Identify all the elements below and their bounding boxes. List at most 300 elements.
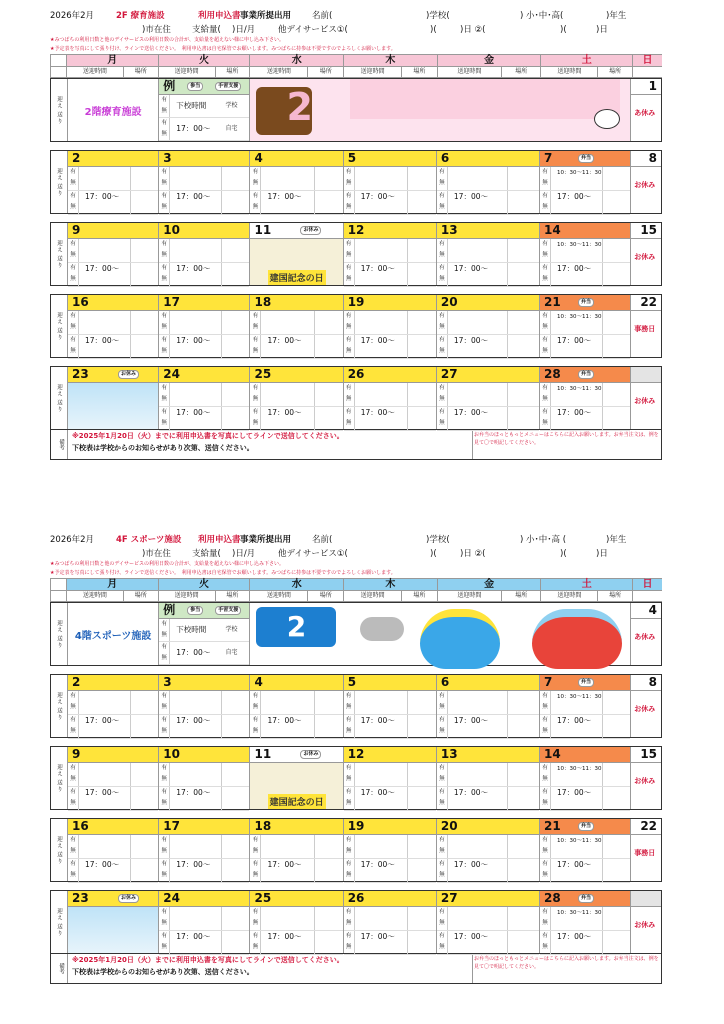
- time-field[interactable]: 17：00～: [360, 336, 395, 345]
- no[interactable]: 無: [70, 800, 76, 806]
- row-dropoff[interactable]: [344, 787, 436, 811]
- yes-no[interactable]: [540, 263, 551, 286]
- yes[interactable]: 有: [161, 169, 167, 175]
- place-field[interactable]: [221, 311, 249, 334]
- yes-no[interactable]: [540, 383, 551, 406]
- row-dropoff[interactable]: [344, 263, 436, 287]
- day-cell-13[interactable]: [437, 223, 540, 285]
- yes-no[interactable]: [344, 191, 355, 214]
- day-cell-5[interactable]: [344, 151, 437, 213]
- yes[interactable]: 有: [252, 337, 259, 343]
- place-field[interactable]: [602, 383, 630, 406]
- row-dropoff[interactable]: [540, 191, 630, 215]
- day-cell-10[interactable]: [159, 747, 250, 809]
- yes[interactable]: 有: [542, 717, 548, 723]
- no[interactable]: 無: [252, 704, 259, 710]
- row-pickup[interactable]: [437, 763, 539, 787]
- yes[interactable]: 有: [542, 385, 548, 391]
- yes-no[interactable]: [250, 407, 261, 430]
- yes[interactable]: 有: [252, 909, 259, 915]
- row-dropoff[interactable]: [159, 859, 249, 883]
- row-pickup[interactable]: [344, 907, 436, 931]
- place-field[interactable]: [221, 383, 249, 406]
- yes-no[interactable]: [437, 383, 448, 406]
- time-field[interactable]: 17：00～: [557, 716, 592, 725]
- no[interactable]: 無: [542, 420, 548, 426]
- no[interactable]: 無: [439, 872, 445, 878]
- yes[interactable]: 有: [345, 313, 352, 319]
- day-suffix2[interactable]: )(: [560, 549, 567, 559]
- day-cell-28[interactable]: [540, 891, 631, 953]
- place-field[interactable]: [314, 859, 343, 882]
- yes[interactable]: 有: [345, 337, 352, 343]
- time-field[interactable]: [170, 907, 221, 930]
- time-field[interactable]: 17：00～: [453, 264, 488, 273]
- no[interactable]: 無: [252, 944, 259, 950]
- place-field[interactable]: [130, 167, 158, 190]
- yes[interactable]: 有: [70, 693, 76, 699]
- place-field[interactable]: [602, 787, 630, 810]
- time-field[interactable]: 17：00～: [176, 788, 211, 797]
- day-cell-21[interactable]: [540, 295, 631, 357]
- row-dropoff[interactable]: [68, 335, 158, 359]
- no[interactable]: 無: [161, 420, 167, 426]
- time-field[interactable]: [448, 239, 508, 262]
- place-field[interactable]: [602, 335, 630, 358]
- yes[interactable]: 有: [542, 789, 548, 795]
- no[interactable]: 無: [439, 848, 445, 854]
- yes[interactable]: 有: [345, 717, 352, 723]
- time-field[interactable]: [355, 239, 408, 262]
- yes-no[interactable]: [159, 191, 170, 214]
- no[interactable]: 無: [345, 872, 352, 878]
- yes[interactable]: 有: [252, 837, 259, 843]
- day-cell-11[interactable]: [250, 747, 343, 809]
- no[interactable]: 無: [345, 396, 352, 402]
- row-dropoff[interactable]: [540, 859, 630, 883]
- no[interactable]: 無: [70, 348, 76, 354]
- yes-no[interactable]: [250, 931, 261, 954]
- no[interactable]: 無: [345, 704, 352, 710]
- row-pickup[interactable]: [437, 383, 539, 407]
- no[interactable]: 無: [542, 252, 548, 258]
- time-field[interactable]: 17：00～: [557, 860, 592, 869]
- time-field[interactable]: 17：00～: [360, 716, 395, 725]
- yes[interactable]: 有: [542, 169, 548, 175]
- row-dropoff[interactable]: [159, 787, 249, 811]
- yes-no[interactable]: [159, 835, 170, 858]
- time-field[interactable]: [355, 311, 408, 334]
- time-field[interactable]: 10：30～11：30: [557, 242, 602, 248]
- no[interactable]: 無: [345, 800, 352, 806]
- other-service[interactable]: 他デイサービス①(: [278, 25, 348, 35]
- time-field[interactable]: 17：00～: [176, 408, 211, 417]
- yes[interactable]: 有: [542, 861, 548, 867]
- no[interactable]: 無: [345, 920, 352, 926]
- place-field[interactable]: [407, 167, 436, 190]
- place-field[interactable]: [602, 931, 630, 954]
- day-cell-26[interactable]: [344, 891, 437, 953]
- place-field[interactable]: [130, 715, 158, 738]
- no[interactable]: 無: [161, 396, 167, 402]
- time-field[interactable]: [79, 239, 130, 262]
- yes-no[interactable]: [250, 191, 261, 214]
- row-pickup[interactable]: [344, 383, 436, 407]
- no[interactable]: 無: [439, 800, 445, 806]
- place-field[interactable]: [602, 835, 630, 858]
- row-dropoff[interactable]: [540, 715, 630, 739]
- yes-no[interactable]: [68, 311, 79, 334]
- row-dropoff[interactable]: [159, 191, 249, 215]
- no[interactable]: 無: [161, 920, 167, 926]
- time-field[interactable]: 17：00～: [267, 336, 302, 345]
- time-field[interactable]: 17：00～: [85, 788, 120, 797]
- yes-no[interactable]: [540, 335, 551, 358]
- row-dropoff[interactable]: [159, 931, 249, 955]
- no[interactable]: 無: [345, 944, 352, 950]
- time-field[interactable]: [170, 311, 221, 334]
- place-field[interactable]: [602, 691, 630, 714]
- yes[interactable]: 有: [439, 933, 445, 939]
- yes-no[interactable]: [159, 859, 170, 882]
- row-dropoff[interactable]: [540, 931, 630, 955]
- place-field[interactable]: [407, 859, 436, 882]
- place-field[interactable]: [407, 715, 436, 738]
- yes-no[interactable]: [437, 835, 448, 858]
- place-field[interactable]: [221, 859, 249, 882]
- row-pickup[interactable]: [437, 835, 539, 859]
- no[interactable]: 無: [542, 396, 548, 402]
- yes-no[interactable]: [68, 859, 79, 882]
- yes[interactable]: 有: [161, 409, 167, 415]
- row-pickup[interactable]: [344, 239, 436, 263]
- place-field[interactable]: [221, 763, 249, 786]
- day-cell-16[interactable]: [68, 295, 159, 357]
- place-field[interactable]: [507, 335, 539, 358]
- place-field[interactable]: [602, 239, 630, 262]
- yes-no[interactable]: [250, 715, 261, 738]
- no[interactable]: 無: [345, 324, 352, 330]
- no[interactable]: 無: [439, 252, 445, 258]
- row-pickup[interactable]: [344, 763, 436, 787]
- time-field[interactable]: 17：00～: [85, 264, 120, 273]
- no[interactable]: 無: [161, 776, 167, 782]
- yes-no[interactable]: [344, 715, 355, 738]
- place-field[interactable]: [130, 859, 158, 882]
- yes[interactable]: 有: [161, 933, 167, 939]
- yes-no[interactable]: [159, 691, 170, 714]
- place-field[interactable]: [221, 239, 249, 262]
- yes-no[interactable]: [159, 407, 170, 430]
- place-field[interactable]: [602, 311, 630, 334]
- yes[interactable]: 有: [345, 933, 352, 939]
- yes[interactable]: 有: [345, 909, 352, 915]
- row-pickup[interactable]: [344, 311, 436, 335]
- day-cell-10[interactable]: [159, 223, 250, 285]
- place-field[interactable]: [507, 383, 539, 406]
- no[interactable]: 無: [161, 180, 167, 186]
- time-field[interactable]: 17：00～: [85, 336, 120, 345]
- per-month[interactable]: )日/月: [232, 549, 256, 559]
- yes[interactable]: 有: [161, 337, 167, 343]
- yes[interactable]: 有: [439, 193, 445, 199]
- no[interactable]: 無: [345, 348, 352, 354]
- yes[interactable]: 有: [345, 241, 352, 247]
- yes-no[interactable]: [250, 859, 261, 882]
- row-dropoff[interactable]: [437, 407, 539, 431]
- place-field[interactable]: [407, 383, 436, 406]
- row-dropoff[interactable]: [540, 787, 630, 811]
- yes[interactable]: 有: [252, 933, 259, 939]
- yes-no[interactable]: [68, 191, 79, 214]
- no[interactable]: 無: [345, 776, 352, 782]
- yes[interactable]: 有: [345, 169, 352, 175]
- yes[interactable]: 有: [439, 265, 445, 271]
- row-dropoff[interactable]: [250, 715, 342, 739]
- yes-no[interactable]: [540, 787, 551, 810]
- time-field[interactable]: [448, 311, 508, 334]
- yes[interactable]: 有: [345, 409, 352, 415]
- place-field[interactable]: [407, 763, 436, 786]
- no[interactable]: 無: [345, 180, 352, 186]
- no[interactable]: 無: [161, 944, 167, 950]
- yes-no[interactable]: [250, 383, 261, 406]
- yes[interactable]: 有: [439, 789, 445, 795]
- place-field[interactable]: [507, 907, 539, 930]
- place-field[interactable]: [602, 191, 630, 214]
- day-cell-24[interactable]: [159, 891, 250, 953]
- yes[interactable]: 有: [70, 717, 76, 723]
- row-pickup[interactable]: [250, 311, 342, 335]
- day-cell-12[interactable]: [344, 747, 437, 809]
- no[interactable]: 無: [439, 204, 445, 210]
- yes[interactable]: 有: [70, 337, 76, 343]
- row-pickup[interactable]: [540, 907, 630, 931]
- row-dropoff[interactable]: [159, 407, 249, 431]
- yes[interactable]: 有: [439, 909, 445, 915]
- row-pickup[interactable]: [159, 763, 249, 787]
- time-field[interactable]: [79, 835, 130, 858]
- yes-no[interactable]: [344, 407, 355, 430]
- day-cell-12[interactable]: [344, 223, 437, 285]
- time-field[interactable]: 17：00～: [557, 932, 592, 941]
- yes[interactable]: 有: [542, 409, 548, 415]
- day-cell-25[interactable]: [250, 891, 343, 953]
- time-field[interactable]: 17：00～: [267, 932, 302, 941]
- place-field[interactable]: [602, 859, 630, 882]
- yes-no[interactable]: [250, 311, 261, 334]
- row-dropoff[interactable]: [437, 335, 539, 359]
- no[interactable]: 無: [252, 396, 259, 402]
- time-field[interactable]: 17：00～: [453, 716, 488, 725]
- time-field[interactable]: 10：30～11：30: [557, 838, 602, 844]
- no[interactable]: 無: [542, 704, 548, 710]
- time-field[interactable]: [261, 835, 314, 858]
- place-field[interactable]: [507, 931, 539, 954]
- place-field[interactable]: [221, 715, 249, 738]
- day-cell-23[interactable]: [68, 367, 159, 429]
- day-cell-18[interactable]: [250, 819, 343, 881]
- yes-no[interactable]: [437, 311, 448, 334]
- place-field[interactable]: [602, 263, 630, 286]
- yes[interactable]: 有: [439, 337, 445, 343]
- yes[interactable]: 有: [439, 169, 445, 175]
- no[interactable]: 無: [161, 324, 167, 330]
- row-pickup[interactable]: [250, 167, 342, 191]
- yes[interactable]: 有: [161, 717, 167, 723]
- day-cell-6[interactable]: [437, 675, 540, 737]
- yes[interactable]: 有: [439, 837, 445, 843]
- no[interactable]: 無: [542, 728, 548, 734]
- row-pickup[interactable]: [159, 239, 249, 263]
- no[interactable]: 無: [70, 252, 76, 258]
- day-cell-9[interactable]: [68, 223, 159, 285]
- time-field[interactable]: [448, 763, 508, 786]
- place-field[interactable]: [314, 931, 343, 954]
- time-field[interactable]: 17：00～: [176, 192, 211, 201]
- row-dropoff[interactable]: [437, 715, 539, 739]
- yes[interactable]: 有: [161, 193, 167, 199]
- yes[interactable]: 有: [542, 909, 548, 915]
- day-cell-27[interactable]: [437, 367, 540, 429]
- row-dropoff[interactable]: [344, 931, 436, 955]
- resident-label[interactable]: )市在住: [142, 549, 171, 559]
- row-dropoff[interactable]: [437, 191, 539, 215]
- no[interactable]: 無: [439, 920, 445, 926]
- yes[interactable]: 有: [161, 313, 167, 319]
- yes-no[interactable]: [344, 931, 355, 954]
- yes-no[interactable]: [159, 263, 170, 286]
- place-field[interactable]: [130, 787, 158, 810]
- day-cell-24[interactable]: [159, 367, 250, 429]
- no[interactable]: 無: [345, 420, 352, 426]
- yes[interactable]: 有: [439, 241, 445, 247]
- no[interactable]: 無: [542, 204, 548, 210]
- row-dropoff[interactable]: [68, 191, 158, 215]
- day-cell-4[interactable]: [250, 151, 343, 213]
- yes[interactable]: 有: [345, 193, 352, 199]
- row-pickup[interactable]: [344, 835, 436, 859]
- yes-no[interactable]: [540, 907, 551, 930]
- time-field[interactable]: 17：00～: [176, 264, 211, 273]
- row-pickup[interactable]: [250, 383, 342, 407]
- row-pickup[interactable]: [250, 691, 342, 715]
- yes[interactable]: 有: [252, 193, 259, 199]
- yes[interactable]: 有: [345, 693, 352, 699]
- yes[interactable]: 有: [542, 337, 548, 343]
- yes-no[interactable]: [344, 691, 355, 714]
- yes[interactable]: 有: [542, 933, 548, 939]
- yes-no[interactable]: [437, 859, 448, 882]
- no[interactable]: 無: [252, 180, 259, 186]
- place-field[interactable]: [407, 335, 436, 358]
- no[interactable]: 無: [439, 276, 445, 282]
- day-cell-28[interactable]: [540, 367, 631, 429]
- row-dropoff[interactable]: [344, 407, 436, 431]
- day-cell-5[interactable]: [344, 675, 437, 737]
- day-cell-2[interactable]: [68, 675, 159, 737]
- time-field[interactable]: [448, 907, 508, 930]
- row-pickup[interactable]: [540, 691, 630, 715]
- time-field[interactable]: [448, 835, 508, 858]
- allowance-label[interactable]: 支給量(: [192, 25, 221, 35]
- place-field[interactable]: [130, 335, 158, 358]
- yes-no[interactable]: [159, 907, 170, 930]
- no[interactable]: 無: [252, 848, 259, 854]
- place-field[interactable]: [221, 407, 249, 430]
- place-field[interactable]: [314, 383, 343, 406]
- time-field[interactable]: 17：00～: [557, 264, 592, 273]
- time-field[interactable]: 17：00～: [267, 408, 302, 417]
- no[interactable]: 無: [542, 324, 548, 330]
- yes-no[interactable]: [344, 167, 355, 190]
- place-field[interactable]: [507, 763, 539, 786]
- no[interactable]: 無: [345, 848, 352, 854]
- row-pickup[interactable]: [540, 311, 630, 335]
- yes-no[interactable]: [540, 931, 551, 954]
- no[interactable]: 無: [345, 728, 352, 734]
- row-pickup[interactable]: [250, 907, 342, 931]
- time-field[interactable]: 17：00～: [557, 336, 592, 345]
- time-field[interactable]: 10：30～11：30: [557, 766, 602, 772]
- no[interactable]: 無: [70, 276, 76, 282]
- no[interactable]: 無: [252, 420, 259, 426]
- day-cell-6[interactable]: [437, 151, 540, 213]
- row-dropoff[interactable]: [344, 335, 436, 359]
- row-pickup[interactable]: [540, 167, 630, 191]
- yes-no[interactable]: [68, 335, 79, 358]
- row-pickup[interactable]: [159, 835, 249, 859]
- row-pickup[interactable]: [68, 835, 158, 859]
- yes[interactable]: 有: [161, 693, 167, 699]
- day-cell-13[interactable]: [437, 747, 540, 809]
- place-field[interactable]: [314, 191, 343, 214]
- place-field[interactable]: [507, 787, 539, 810]
- day-cell-7[interactable]: [540, 675, 631, 737]
- no[interactable]: 無: [70, 204, 76, 210]
- no[interactable]: 無: [439, 944, 445, 950]
- no[interactable]: 無: [70, 872, 76, 878]
- place-field[interactable]: [130, 263, 158, 286]
- yes[interactable]: 有: [542, 765, 548, 771]
- row-dropoff[interactable]: [540, 335, 630, 359]
- place-field[interactable]: [130, 239, 158, 262]
- no[interactable]: 無: [439, 180, 445, 186]
- place-field[interactable]: [407, 191, 436, 214]
- day-cell-20[interactable]: [437, 295, 540, 357]
- place-field[interactable]: [221, 191, 249, 214]
- no[interactable]: 無: [345, 276, 352, 282]
- row-dropoff[interactable]: [250, 191, 342, 215]
- yes[interactable]: 有: [439, 693, 445, 699]
- row-pickup[interactable]: [159, 907, 249, 931]
- row-pickup[interactable]: [437, 691, 539, 715]
- yes-no[interactable]: [250, 907, 261, 930]
- time-field[interactable]: [170, 239, 221, 262]
- day-cell-16[interactable]: [68, 819, 159, 881]
- row-dropoff[interactable]: [344, 191, 436, 215]
- time-field[interactable]: 17：00～: [453, 860, 488, 869]
- place-field[interactable]: [314, 691, 343, 714]
- time-field[interactable]: 17：00～: [360, 264, 395, 273]
- no[interactable]: 無: [252, 324, 259, 330]
- day-cell-23[interactable]: [68, 891, 159, 953]
- yes-no[interactable]: [437, 787, 448, 810]
- row-dropoff[interactable]: [250, 859, 342, 883]
- yes[interactable]: 有: [542, 193, 548, 199]
- yes[interactable]: 有: [252, 409, 259, 415]
- time-field[interactable]: 17：00～: [267, 192, 302, 201]
